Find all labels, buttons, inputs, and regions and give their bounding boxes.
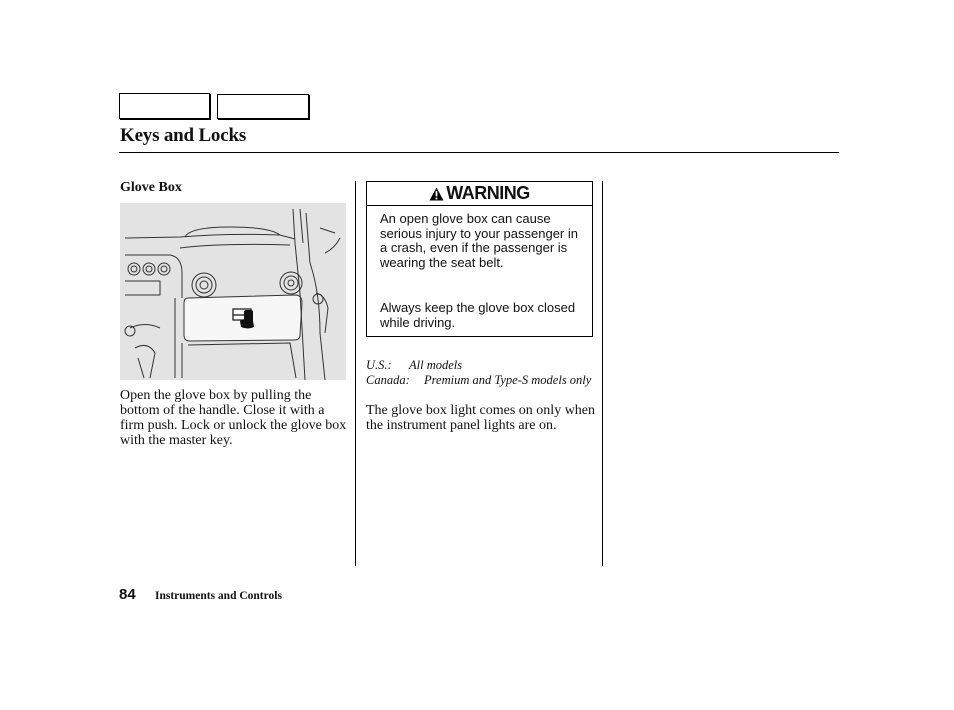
us-value: All models (409, 358, 463, 372)
column-divider-2 (602, 181, 603, 566)
page-title: Keys and Locks (120, 125, 247, 146)
header-tab-box-1 (119, 93, 210, 119)
canada-label: Canada: (366, 373, 410, 387)
warning-text-2: Always keep the glove box closed while driving. (380, 300, 576, 330)
warning-box (366, 181, 593, 337)
header-tab-box-2 (217, 94, 309, 119)
section-name: Instruments and Controls (155, 590, 282, 602)
title-rule (119, 152, 839, 153)
warning-triangle-icon (429, 187, 444, 201)
glove-box-light-text: The glove box light comes on only when the instrument panel lights are on. (366, 403, 596, 433)
column-divider-1 (355, 181, 356, 566)
page-number: 84 (119, 586, 136, 603)
canada-value: Premium and Type-S models only (424, 373, 592, 387)
dashboard-glove-box-illustration (120, 203, 346, 380)
warning-text-1: An open glove box can cause serious injury to your passenger in a crash, even if the passenger is wearing the seat belt. (380, 211, 578, 270)
dashboard-glove-box-icon (120, 203, 346, 380)
us-label: U.S.: (366, 358, 392, 372)
warning-header (367, 182, 592, 206)
warning-label: WARNING (446, 183, 530, 203)
glove-box-heading: Glove Box (120, 180, 182, 195)
glove-box-instructions: Open the glove box by pulling the bottom of the handle. Close it with a firm push. Lock or unlock the glove box with the master key. (120, 388, 347, 448)
